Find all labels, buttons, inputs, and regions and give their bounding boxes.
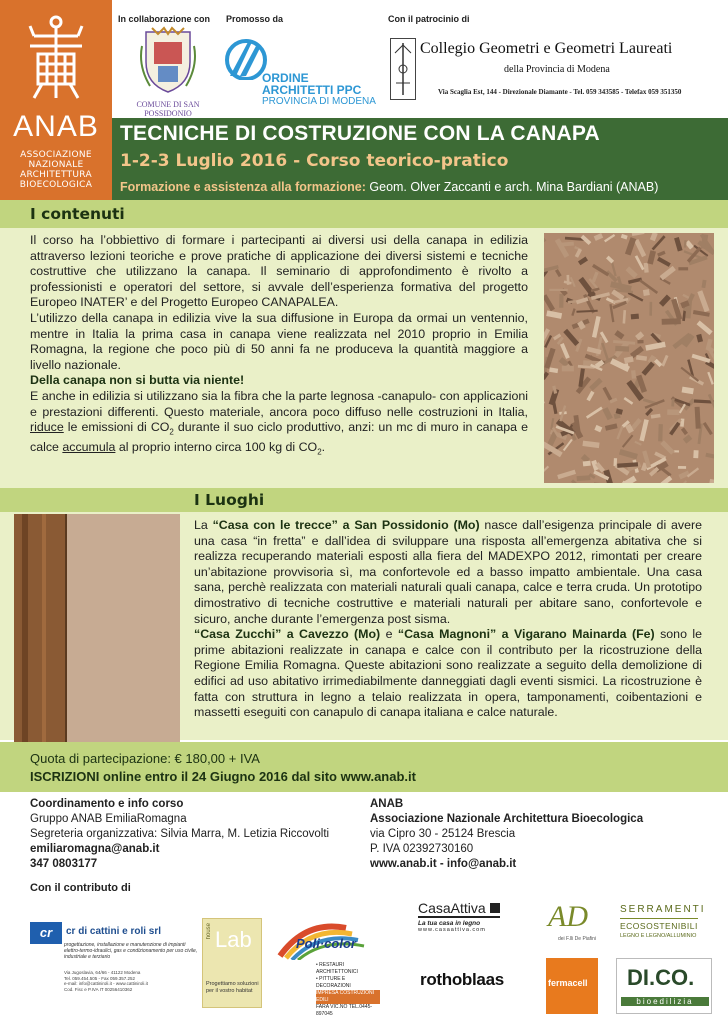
hemp-shive <box>709 479 714 483</box>
comune-crest-icon <box>138 26 198 94</box>
contributo-label: Con il contributo di <box>30 882 131 894</box>
quota-band <box>0 742 728 792</box>
promosso-label: Promosso da <box>226 14 284 24</box>
anab-wordmark: ANAB <box>13 110 99 143</box>
hemp-shive <box>631 314 639 320</box>
contenuti-text: Il corso ha l’obbiettivo di formare i partecipanti ai diversi usi della canapa in edilizia attraverso lezioni teoriche e prove pratiche di applicazione dei diversi sistemi e tecniche costruttive che utilizzano la canapa. Il seminario di approfondimento è rivolto a professionisti e operatori del settore, si avvale dell’esperienza formativa del progetto Europeo INATER’ e del Progetto Europeo CANAPALEA. L’utilizzo della canapa in edilizia vive la sua diffusione in Europa da ormai un ventennio, mentre in Italia la prima casa in canapa viene realizzata nel 2010 proprio in Emilia Romagna, la regione che poco più di 50 anni fa ne produceva la quantità maggiore a livello nazionale. Della canapa non si butta via niente! E anche in edilizia si utilizzano sia la fibra che la parte legnosa -canapulo- con applicazioni e prestazioni differenti. Questo materiale, ancora poco diffuso nelle costruzioni in Italia, riduce le emissioni di $CO_2$ durante il suo ciclo produttivo, anzi: un mc di muro in canapa e calce accumula al proprio interno circa 100 kg di $CO_2$. <box>30 233 528 457</box>
collegio-title: Collegio Geometri e Geometri Laureati <box>420 40 673 57</box>
sponsor-rothoblaas: rothoblaas <box>420 970 504 989</box>
collegio-address: Via Scaglia Est, 144 - Direzionale Diamante - Tel. 059 343585 - Telefax 059 351350 <box>438 88 682 96</box>
collab-label: In collaborazione con <box>118 14 211 24</box>
hemp-wall-wood-photo <box>14 514 180 742</box>
anab-subtitle: ASSOCIAZIONE NAZIONALE ARCHITETTURA BIOECOLOGICA <box>19 150 93 190</box>
course-dates: 1-2-3 Luglio 2016 - Corso teorico-pratico <box>120 151 509 171</box>
ordine-architetti-text: ORDINE ARCHITETTI PPC PROVINCIA DI MODENA <box>262 71 376 107</box>
coordinamento-info: Coordinamento e info corso Gruppo ANAB EmiliaRomagna Segreteria organizzativa: Silvia Marra, M. Letizia Riccovolti emiliaromagna@anab.it 347 0803177 <box>30 797 350 872</box>
website-link[interactable]: www.anab.it - info@anab.it <box>370 858 517 870</box>
hemp-shive <box>658 424 663 441</box>
sponsor-casaattiva: CasaAttiva La tua casa in legno www.casaattiva.com <box>418 900 522 946</box>
hemp-shives-photo <box>544 233 714 483</box>
luoghi-heading: I Luoghi <box>194 491 265 509</box>
comune-logo <box>126 26 210 118</box>
casaattiva-mark-icon <box>490 903 500 913</box>
hemp-shive <box>678 466 686 469</box>
collegio-subtitle: della Provincia di Modena <box>504 64 610 75</box>
hemp-shive <box>562 366 574 372</box>
hemp-shive <box>649 302 652 316</box>
hemp-shive <box>637 340 643 344</box>
sponsor-houselab: house Lab Progettiamo soluzioni per il vostro habitat <box>202 918 262 1008</box>
email-link[interactable]: emiliaromagna@anab.it <box>30 843 160 855</box>
sponsor-policolor: Poli·color • RESTAURI ARCHITETTONICI • PITTURE E DECORAZIONI IMPRESA COSTRUZIONI EDILI FARA VIC.NO TEL.0445-897045 <box>276 920 372 1014</box>
hemp-shive <box>583 461 591 467</box>
sponsor-ad-serramenti: AD dei F.lli De Piafini SERRAMENTI ECOSOSTENIBILI LEGNO E LEGNO/ALLUMINIO <box>548 900 706 942</box>
iscrizioni-info: ISCRIZIONI online entro il 24 Giugno 2016 dal sito www.anab.it <box>30 769 416 784</box>
hemp-shive <box>631 370 636 379</box>
cattini-logo-icon: cr <box>30 922 62 944</box>
hemp-shive <box>667 409 679 415</box>
comune-name: COMUNE DI SAN POSSIDONIO <box>136 100 200 118</box>
hemp-shive <box>615 346 629 352</box>
hemp-shive <box>644 263 649 273</box>
luoghi-text: La “Casa con le trecce” a San Possidonio (Mo) nasce dall’esigenza principale di avere una casa “in fretta” e dall’idea di sviluppare una risposta all’emergenza abitativa che si realizza recuperando materiali esposti alla fiera del MADEXPO 2012, rimontati per creare un’abitazione provvisoria sì, ma confortevole ed a basso impatto ambientale. Una casa sana, perchè realizzata con materiali naturali quali canapa, calce e terra cruda. Un prototipo dimostrativo di tecniche costruttive e materiali naturali per abitare sano, confortevole e sicuro, anche durante l’emergenza post sisma. “Casa Zucchi” a Cavezzo (Mo) e “Casa Magnoni” a Vigarano Mainarda (Fe) sono le prime abitazioni realizzate in canapa e calce con il contributo per la ricostruzione della Regione Emilia Romagna. Queste abitazioni sono realizzate a seguito della demolizione di edifici ad uso abitativo irrimediabilmente danneggiati dagli eventi sismici. La ricostruzione è fatta con struttura in legno a telaio realizzata in opera, tamponamenti, coibentazioni e massetti eseguiti con canapulo di canapa italiana e calce naturale. <box>194 518 703 720</box>
course-trainers: Formazione e assistenza alla formazione: Geom. Olver Zaccanti e arch. Mina Bardiani (ANAB) <box>120 180 659 194</box>
sponsor-fermacell: fermacell <box>546 958 598 1014</box>
quota-partecipazione: Quota di partecipazione: € 180,00 + IVA <box>30 751 260 766</box>
hemp-shive <box>577 475 591 481</box>
patrocinio-label: Con il patrocinio di <box>388 14 470 24</box>
hemp-shive <box>559 294 563 308</box>
collegio-emblem-icon <box>390 38 416 100</box>
anab-contact-info: ANAB Associazione Nazionale Architettura Bioecologica via Cipro 30 - 25124 Brescia P. IVA 02392730160 www.anab.it - info@anab.it <box>370 797 710 872</box>
hemp-shive <box>671 399 674 407</box>
hemp-shive <box>693 450 698 458</box>
phone-number: 347 0803177 <box>30 858 98 870</box>
hemp-shive <box>643 289 650 296</box>
page-title: TECNICHE DI COSTRUZIONE CON LA CANAPA <box>120 122 600 145</box>
sponsor-cattini-roli: cr cr di cattini e roli srl progettazione, installazione e manutenzione di impianti elettro-termo-idraulici, gas e condizionamento per uso civile, industriale e terziario Via Jugoslavia, 64/66 - 41122 Modena Tel. 059.454.505 - Fax 059.357.252 e-mail: info@cattiniroli.it - www.cattiniroli.it Cod. Fisc e P.IVA IT 00256410362 <box>30 900 200 1010</box>
hemp-shive <box>549 289 568 291</box>
contenuti-heading: I contenuti <box>30 205 125 223</box>
anab-figure-icon <box>24 12 88 100</box>
sponsor-dico: DI.CO. bioedilizia <box>616 958 712 1014</box>
luoghi-header-band <box>0 488 728 512</box>
hemp-shive <box>678 267 688 270</box>
